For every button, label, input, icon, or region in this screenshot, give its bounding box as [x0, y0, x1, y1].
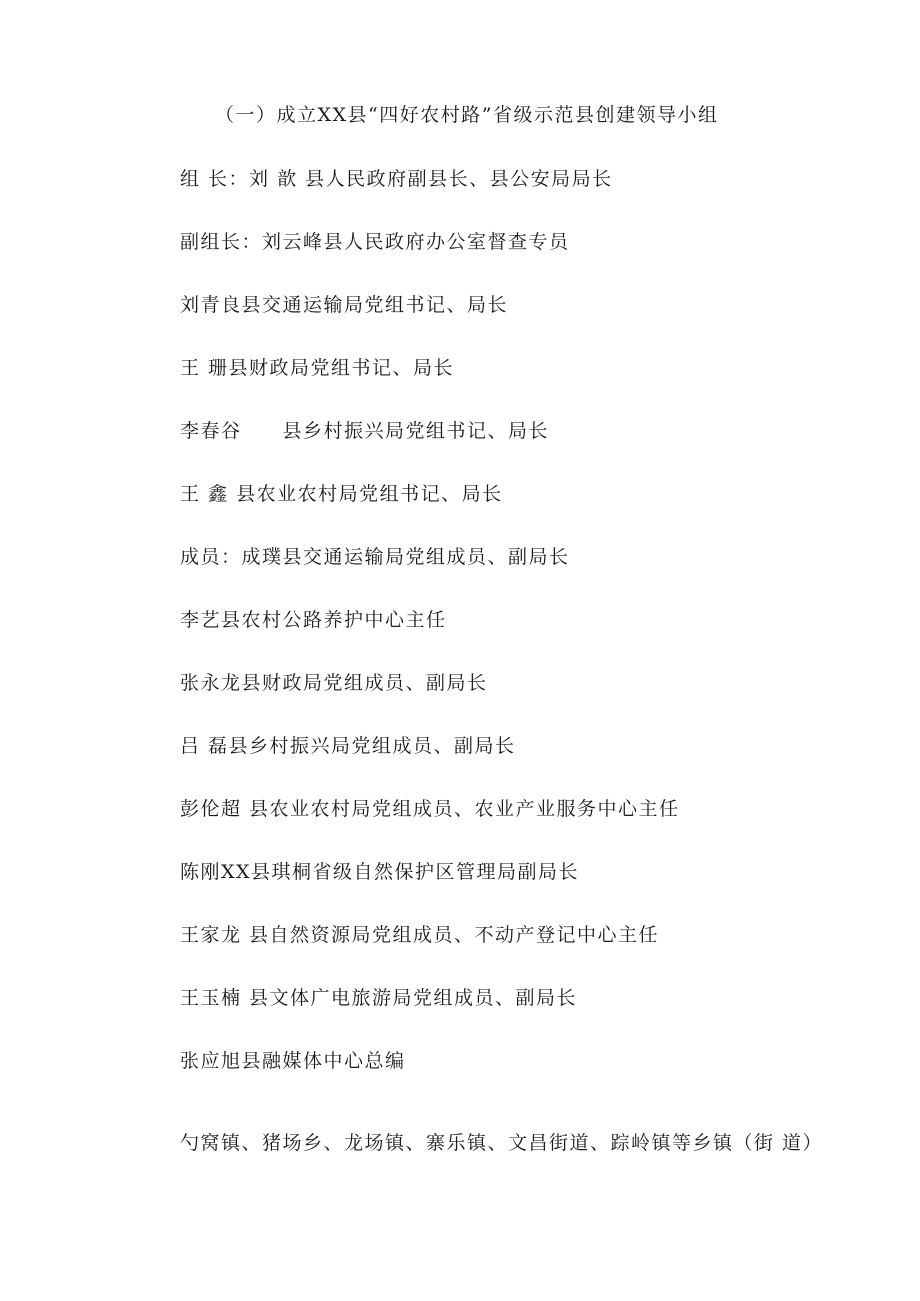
document-line: 张永龙县财政局党组成员、副局长: [180, 672, 488, 694]
document-line: 刘青良县交通运输局党组书记、局长: [180, 294, 509, 316]
document-line: 陈刚XX县琪桐省级自然保护区管理局副局长: [180, 861, 580, 883]
section-heading: （一）成立XX县“四好农村路”省级示范县创建领导小组: [215, 104, 719, 126]
document-line: 王玉楠 县文体广电旅游局党组成员、副局长: [180, 987, 578, 1009]
document-line: 王家龙 县自然资源局党组成员、不动产登记中心主任: [180, 924, 660, 946]
document-line-leader: 组 长：刘 歆 县人民政府副县长、县公安局局长: [180, 168, 613, 190]
document-line: 李艺县农村公路养护中心主任: [180, 609, 447, 631]
document-line: 吕 磊县乡村振兴局党组成员、副局长: [180, 735, 516, 757]
document-line: 王 珊县财政局党组书记、局长: [180, 357, 455, 379]
document-line-members: 成员：成璞县交通运输局党组成员、副局长: [180, 546, 570, 568]
document-line: 张应旭县融媒体中心总编: [180, 1050, 406, 1072]
document-line-townships: 勺窝镇、猪场乡、龙场镇、寨乐镇、文昌街道、踪岭镇等乡镇（街 道）: [180, 1132, 824, 1154]
document-line: 李春谷 县乡村振兴局党组书记、局长: [180, 420, 550, 442]
document-line: 王 鑫 县农业农村局党组书记、局长: [180, 483, 503, 505]
document-line: 彭伦超 县农业农村局党组成员、农业产业服务中心主任: [180, 798, 680, 820]
document-line-deputy-leader: 副组长：刘云峰县人民政府办公室督查专员: [180, 231, 570, 253]
